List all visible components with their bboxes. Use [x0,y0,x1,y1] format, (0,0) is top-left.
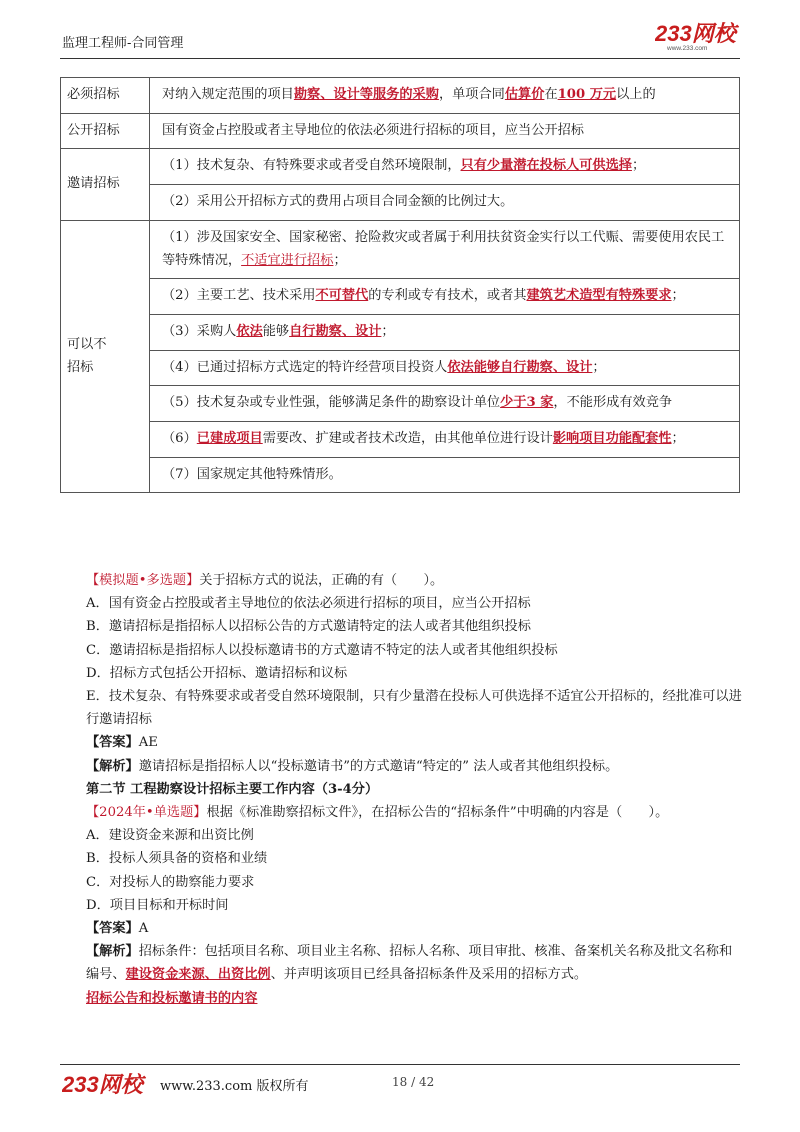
highlighted-text: 少于3 家 [500,395,554,411]
description-cell [150,457,740,493]
category-cell: 必须招标 [61,78,150,114]
question-2-answer: 【答案】A [86,921,149,937]
text-segment: ； [592,359,606,375]
highlighted-text: 自行勘察、设计 [289,323,382,339]
footer-divider [60,1064,740,1065]
text-segment: 在 [544,87,558,102]
description-cell [150,149,740,185]
option-item: A．建设资金来源和出资比例 [86,828,254,844]
table-row [61,350,740,386]
text-segment: ； [631,158,646,174]
text-segment: 招标条件：包括项目名称、项目业主名称、招标人名称、项目审批、核准、备案机关名称及批文名称和编号、 [86,944,733,983]
text-segment: （2）主要工艺、技术采用 [162,288,316,304]
text-segment: （7）国家规定其他特殊情形。 [162,466,342,482]
text-segment: 对纳入规定范围的项目 [162,87,294,102]
category-cell: 邀请招标 [61,149,150,220]
description-cell [150,113,740,149]
text-segment: 、并声明该项目已经具备招标条件及采用的招标方式。 [270,967,588,983]
highlighted-text: 依法能够自行勘察、设计 [447,359,593,375]
option-item: B．投标人须具备的资格和业绩 [86,851,268,867]
description-cell [150,350,740,386]
description-cell [150,386,740,422]
text-segment: （5）技术复杂或专业性强，能够满足条件的勘察设计单位 [162,395,501,411]
section-heading: 第二节 工程勘察设计招标主要工作内容（3-4分） [86,781,379,797]
question-1-analysis: 【解析】邀请招标是指招标人以“投标邀请书”的方式邀请“特定的” 法人或者其他组织投标。 [86,758,619,774]
table-row [61,149,740,185]
highlighted-text: 不可替代 [315,288,369,304]
table-row [61,422,740,458]
highlighted-text: 已建成项目 [196,431,263,447]
table-row [61,78,740,114]
question-2-options [60,824,742,917]
question-2-stem: 【2024年•单选题】根据《标准勘察招标文件》，在招标公告的“招标条件”中明确的内容是（ ）。 [86,805,669,821]
table-row [61,185,740,221]
text-segment: （3）采购人 [162,323,237,339]
question-2-analysis: 【解析】招标条件：包括项目名称、项目业主名称、招标人名称、项目审批、核准、备案机关名称及批文名称和编号、建设资金来源、出资比例、并声明该项目已经具备招标条件及采用的招标方式。 [86,944,733,983]
footer-copyright: www.233.com 版权所有 [160,1079,309,1094]
text-segment: （6） [162,431,197,447]
text-segment: （1）技术复杂、有特殊要求或者受自然环境限制， [162,158,461,174]
text-segment: ； [333,252,347,268]
highlighted-text: 100 万元 [557,87,617,102]
highlighted-text: 估算价 [504,87,545,102]
footer-logo-text: 233网校 [62,1072,143,1097]
text-segment: 的专利或专有技术，或者其 [368,288,527,304]
text-segment: （4）已通过招标方式选定的特许经营项目投资人 [162,359,448,375]
option-item: D．项目目标和开标时间 [86,897,229,913]
text-segment: （2）采用公开招标方式的费用占项目合同金额的比例过大。 [162,194,514,210]
description-cell [150,279,740,315]
table-row [61,457,740,493]
category-label-line: 可以不 [67,336,107,352]
text-segment: ； [671,288,685,304]
document-title: 监理工程师-合同管理 [62,36,184,51]
table-row [61,279,740,315]
description-cell [150,220,740,278]
table-row [61,314,740,350]
text-segment: ，不能形成有效竞争 [553,395,673,411]
text-segment: ，单项合同 [438,87,505,102]
highlighted-text: 建筑艺术造型有特殊要求 [526,288,672,304]
text-segment: 以上的 [616,87,656,102]
related-content-link[interactable]: 招标公告和投标邀请书的内容 [86,990,258,1006]
highlighted-text: 勘察、设计等服务的采购 [293,87,439,102]
category-cell: 公开招标 [61,113,150,149]
highlighted-text: 影响项目功能配套性 [552,431,672,447]
description-cell [150,78,740,114]
table-row [61,113,740,149]
table-row [61,386,740,422]
option-item: C．对投标人的勘察能力要求 [86,874,255,890]
highlighted-text: 只有少量潜在投标人可供选择 [460,158,632,174]
description-cell [150,314,740,350]
logo-url: www.233.com [667,45,708,52]
option-item: B．邀请招标是指招标人以招标公告的方式邀请特定的法人或者其他组织投标 [86,619,531,635]
header-divider [60,58,740,59]
question-1-stem: 【模拟题•多选题】关于招标方式的说法，正确的有（ ）。 [86,573,444,588]
text-segment: ； [381,323,395,339]
category-label-line: 招标 [67,359,94,375]
option-item: C．邀请招标是指招标人以投标邀请书的方式邀请不特定的法人或者其他组织投标 [86,642,558,658]
footer-brand-logo [62,1070,154,1098]
question-1-answer: 【答案】AE [86,735,158,751]
highlighted-text: 依法 [236,323,263,339]
text-segment: ； [671,431,685,447]
brand-logo [655,20,740,52]
page-number: 18 / 42 [392,1075,435,1089]
description-cell [150,422,740,458]
logo-text: 233网校 [655,21,736,46]
question-section [60,569,742,1010]
option-item: E．技术复杂、有特殊要求或者受自然环境限制，只有少量潜在投标人可供选择不适宜公开招标的，经批准可以进行邀请招标 [86,689,742,728]
table-row [61,220,740,278]
tendering-rules-table [60,77,740,493]
description-cell [150,185,740,221]
text-segment: （1）涉及国家安全、国家秘密、抢险救灾或者属于利用扶贫资金实行以工代赈、需要使用农民工等特殊情况， [162,229,725,268]
text-segment: 国有资金占控股或者主导地位的依法必须进行招标的项目，应当公开招标 [162,122,584,138]
option-item: A．国有资金占控股或者主导地位的依法必须进行招标的项目，应当公开招标 [86,596,531,612]
highlighted-text: 不适宜进行招标 [241,252,334,268]
category-cell [61,220,150,493]
question-1-options [60,592,742,731]
text-segment: 需要改、扩建或者技术改造，由其他单位进行设计 [262,431,553,447]
text-segment: 能够 [262,323,290,339]
highlighted-text: 建设资金来源、出资比例 [125,967,271,983]
option-item: D．招标方式包括公开招标、邀请招标和议标 [86,665,348,681]
